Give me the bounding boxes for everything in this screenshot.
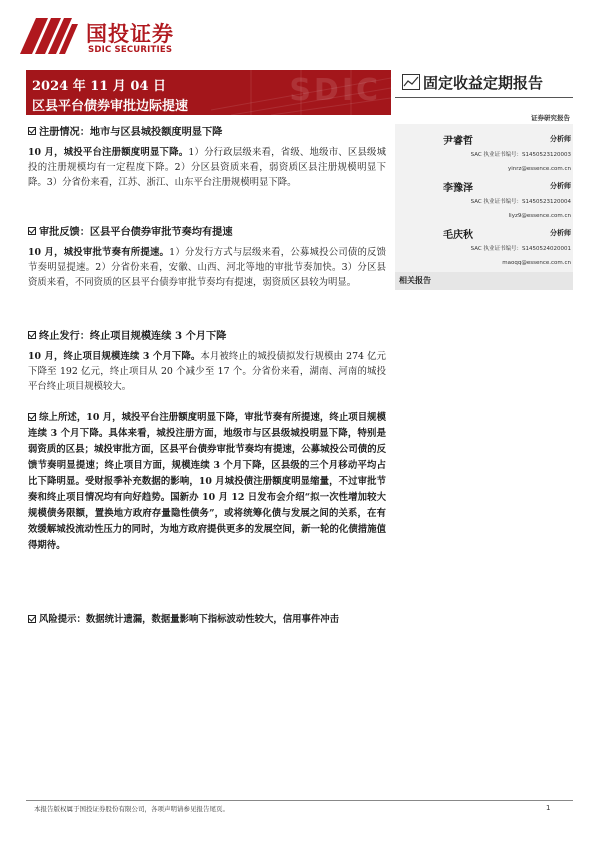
analyst-sac: SAC 执业证书编号：S1450523120004 <box>470 199 571 205</box>
checkbox-icon <box>28 413 36 421</box>
banner-watermark: SDIC <box>289 73 381 108</box>
related-reports-header <box>395 272 573 290</box>
analyst-card <box>395 171 573 217</box>
analyst-sac: SAC 执业证书编号：S1450524020001 <box>470 246 571 252</box>
checkbox-icon <box>28 127 36 135</box>
research-label: 证券研究报告 <box>531 114 570 122</box>
analyst-email[interactable]: liyz9@essence.com.cn <box>508 213 571 219</box>
section-heading <box>28 327 386 342</box>
body-text: 1）分发行方式与层级来看，公募城投公司债的反馈节奏明显提速。2）分省份来看，安徽、山西、河北等地的审批节奏加快。3）分区县资质来看，不同资质的区县平台债券审批节奏均有提速，弱资质区县较为明显。 <box>28 247 386 288</box>
report-type-divider <box>395 97 573 98</box>
section-heading <box>28 123 386 138</box>
summary-paragraph <box>28 410 386 554</box>
section-heading-text: 注册情况：地市与区县城投额度明显下降 <box>39 126 223 138</box>
section-paragraph <box>28 145 386 190</box>
section-termination <box>28 327 386 394</box>
analyst-email[interactable]: maoqq@essence.com.cn <box>502 260 571 266</box>
analyst-card <box>395 124 573 170</box>
sdic-logo-icon <box>18 14 80 58</box>
analyst-email[interactable]: yinrz@essence.com.cn <box>507 166 571 172</box>
body-text: 本月被终止的城投债拟发行规模由 274 亿元下降至 192 亿元，终止项目从 20 个减少至 17 个。分省份来看，湖南、河南的城投平台终止项目规模较大。 <box>28 351 386 392</box>
analyst-role: 分析师 <box>550 228 571 237</box>
section-registration <box>28 123 386 190</box>
lead-sentence: 10 月，城投审批节奏有所提速。 <box>28 247 170 258</box>
logo-cn-text: 国投证券 <box>86 22 174 46</box>
section-heading-text: 终止发行：终止项目规模连续 3 个月下降 <box>39 330 227 342</box>
analyst-panel <box>395 124 573 272</box>
section-risk <box>28 612 386 628</box>
page-number: 1 <box>546 804 551 812</box>
risk-text: 风险提示：数据统计遗漏，数据量影响下指标波动性较大，信用事件冲击 <box>39 614 340 625</box>
analyst-name: 李豫泽 <box>443 183 473 194</box>
logo-en-text: SDIC SECURITIES <box>88 45 173 55</box>
related-reports-label: 相关报告 <box>399 275 431 285</box>
analyst-role: 分析师 <box>550 134 571 143</box>
analyst-name: 毛庆秋 <box>443 230 473 241</box>
chart-line-icon <box>402 74 420 90</box>
risk-paragraph <box>28 612 386 628</box>
section-paragraph <box>28 349 386 394</box>
section-heading <box>28 223 386 238</box>
section-paragraph <box>28 245 386 290</box>
analyst-role: 分析师 <box>550 181 571 190</box>
lead-sentence: 10 月，城投平台注册额度明显下降。 <box>28 147 189 158</box>
footer-disclaimer: 本报告版权属于国投证券股份有限公司，各项声明请参见报告尾页。 <box>34 805 229 813</box>
report-type <box>402 71 572 93</box>
lead-sentence: 10 月，终止项目规模连续 3 个月下降。 <box>28 351 201 362</box>
checkbox-icon <box>28 227 36 235</box>
analyst-name: 尹睿哲 <box>443 136 473 147</box>
title-banner <box>26 70 391 115</box>
analyst-sac: SAC 执业证书编号：S1450523120003 <box>470 152 571 158</box>
section-approval <box>28 223 386 290</box>
report-title: 区县平台债券审批边际提速 <box>32 99 189 114</box>
checkbox-icon <box>28 615 36 623</box>
body-text: 1）分行政层级来看，省级、地级市、区县级城投的注册规模均有一定程度下降。2）分区县资质来看，弱资质区县注册规模明显下降。3）分省份来看，江苏、浙江、山东平台注册规模明显下降。 <box>28 147 386 188</box>
summary-text: 综上所述，10 月，城投平台注册额度明显下降，审批节奏有所提速，终止项目规模连续 3 个月下降。具体来看，城投注册方面，地级市与区县级城投明显下降，特别是弱资质的区县；城投审批方面，区县平台债券审批节奏均有提速，公募城投公司债的反馈节奏明显提速；终止项目方面，规模连续 3 个月下降，区县级的三个月移动平均占比下降明显。受财报季补充数据的影响，10 月城投债注册额度明显缩量，不过审批节奏和终止项目情况均有向好趋势。国新办 10 月 12 日发布会介绍“拟一次性增加较大规模债务限额，置换地方政府存量隐性债务”，或将统筹化债与发展之间的关系，在有效缓解城投流动性压力的同时，为地方政府提供更多的发展空间，新一轮的化债措施值得期待。 <box>28 412 386 551</box>
checkbox-icon <box>28 331 36 339</box>
section-heading-text: 审批反馈：区县平台债券审批节奏均有提速 <box>39 226 233 238</box>
company-logo <box>18 14 208 58</box>
analyst-card <box>395 218 573 264</box>
footer-divider <box>26 800 573 801</box>
report-date: 2024 年 11 月 04 日 <box>32 79 166 94</box>
section-summary <box>28 410 386 554</box>
report-type-label: 固定收益定期报告 <box>423 73 544 92</box>
